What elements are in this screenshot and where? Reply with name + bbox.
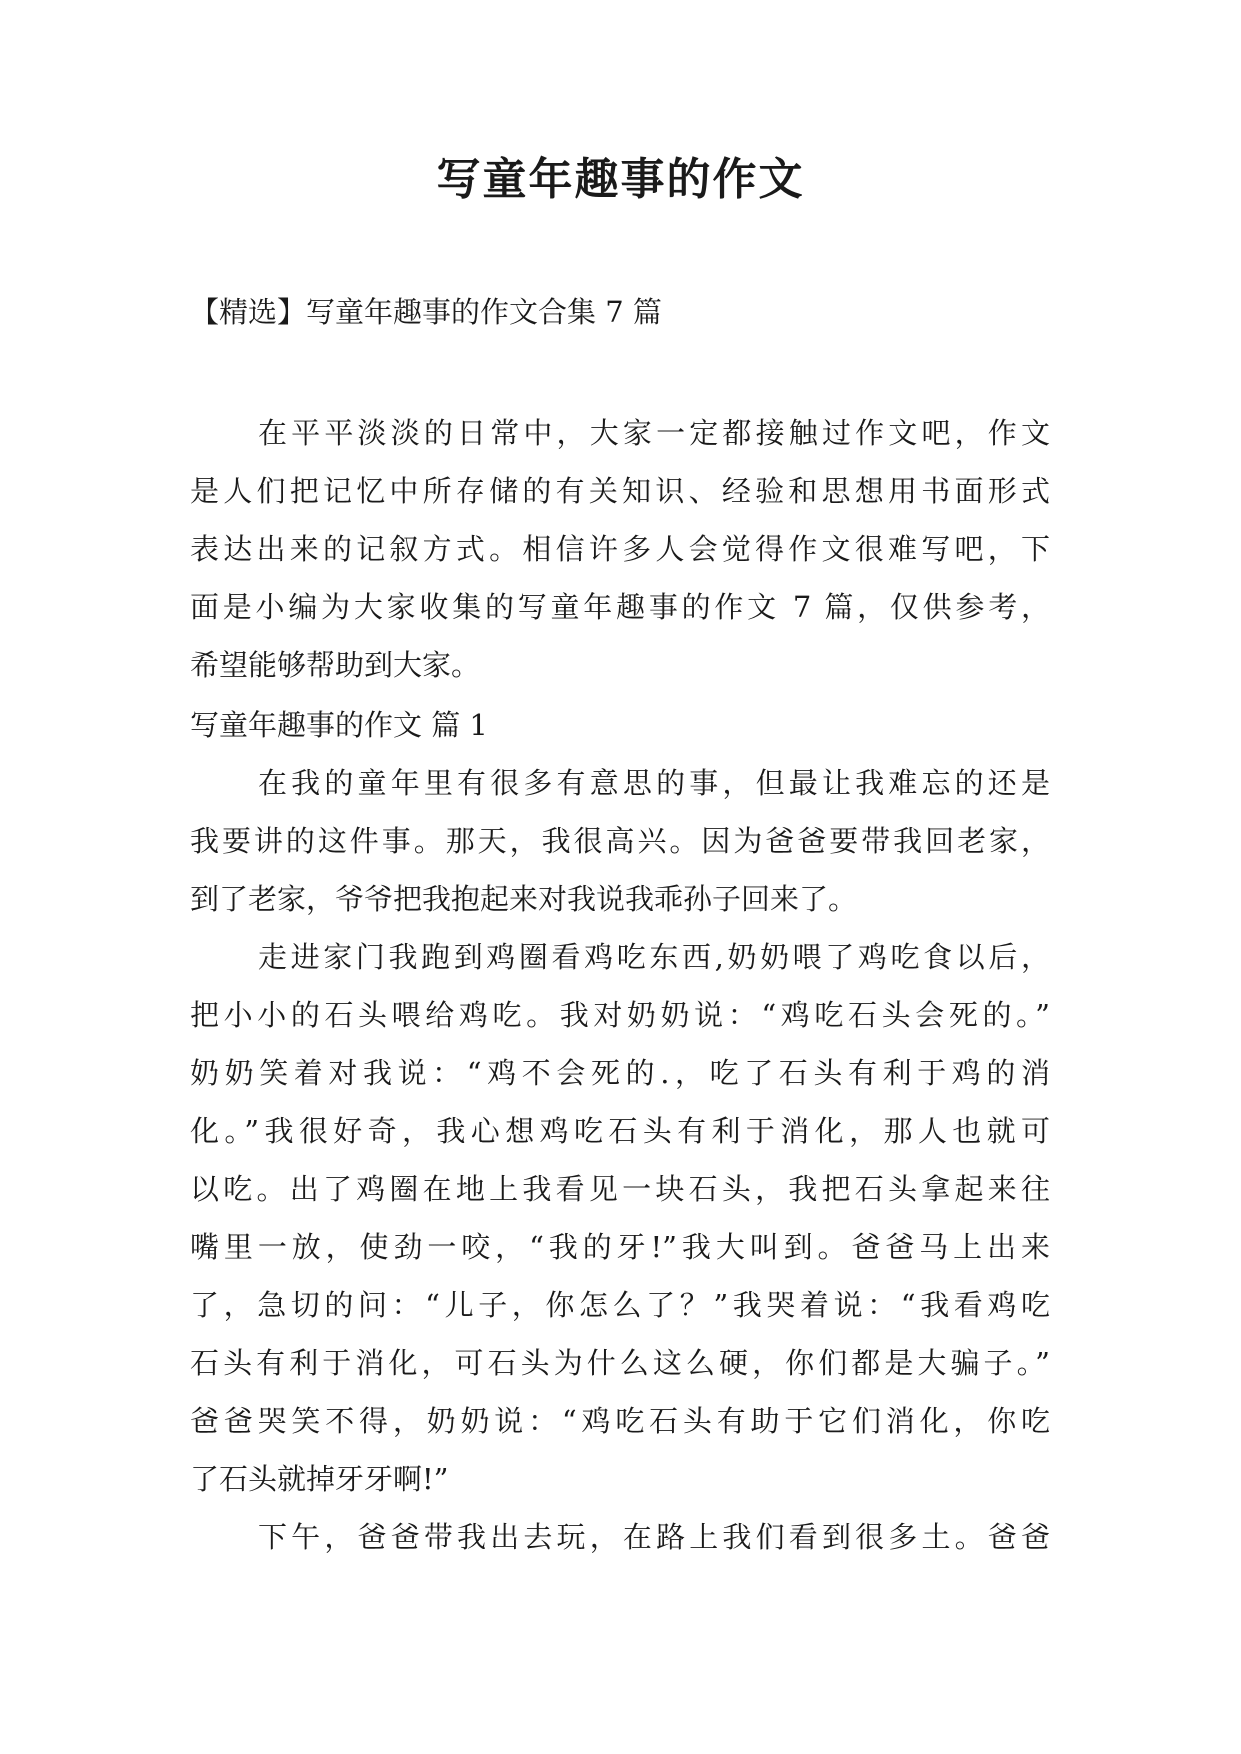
paragraph-line: 走进家门我跑到鸡圈看鸡吃东西,奶奶喂了鸡吃食以后， bbox=[258, 940, 1050, 974]
paragraph-line: 到了老家，爷爷把我抱起来对我说我乖孙子回来了。 bbox=[190, 882, 858, 916]
intro-line: 希望能够帮助到大家。 bbox=[190, 648, 481, 682]
paragraph-line: 下午，爸爸带我出去玩，在路上我们看到很多土。爸爸 bbox=[258, 1520, 1050, 1554]
paragraph-3 bbox=[190, 1508, 1050, 1566]
paragraph-line: 我要讲的这件事。那天，我很高兴。因为爸爸要带我回老家， bbox=[190, 824, 1050, 858]
document-title: 写童年趣事的作文 bbox=[436, 154, 805, 205]
intro-line: 在平平淡淡的日常中，大家一定都接触过作文吧，作文 bbox=[258, 416, 1050, 450]
paragraph-line: 把小小的石头喂给鸡吃。我对奶奶说：“鸡吃石头会死的。” bbox=[190, 998, 1050, 1032]
intro-paragraph bbox=[190, 404, 1050, 694]
intro-line: 面是小编为大家收集的写童年趣事的作文 7 篇，仅供参考， bbox=[190, 590, 1050, 624]
paragraph-1 bbox=[190, 754, 1050, 928]
paragraph-line: 爸爸哭笑不得，奶奶说：“鸡吃石头有助于它们消化，你吃 bbox=[190, 1404, 1050, 1438]
section-heading: 写童年趣事的作文 篇 1 bbox=[190, 708, 488, 742]
paragraph-line: 了，急切的问：“儿子，你怎么了？”我哭着说：“我看鸡吃 bbox=[190, 1288, 1050, 1322]
intro-line: 表达出来的记叙方式。相信许多人会觉得作文很难写吧，下 bbox=[190, 532, 1050, 566]
paragraph-line: 石头有利于消化，可石头为什么这么硬，你们都是大骗子。” bbox=[190, 1346, 1050, 1380]
paragraph-line: 化。”我很好奇，我心想鸡吃石头有利于消化，那人也就可 bbox=[190, 1114, 1050, 1148]
paragraph-line: 了石头就掉牙牙啊!” bbox=[190, 1462, 449, 1496]
document-subtitle: 【精选】写童年趣事的作文合集 7 篇 bbox=[190, 295, 662, 329]
paragraph-line: 嘴里一放，使劲一咬，“我的牙!”我大叫到。爸爸马上出来 bbox=[190, 1230, 1050, 1264]
intro-line: 是人们把记忆中所存储的有关知识、经验和思想用书面形式 bbox=[190, 474, 1050, 508]
paragraph-2 bbox=[190, 928, 1050, 1508]
paragraph-line: 奶奶笑着对我说：“鸡不会死的.，吃了石头有利于鸡的消 bbox=[190, 1056, 1050, 1090]
paragraph-line: 以吃。出了鸡圈在地上我看见一块石头，我把石头拿起来往 bbox=[190, 1172, 1050, 1206]
paragraph-line: 在我的童年里有很多有意思的事，但最让我难忘的还是 bbox=[258, 766, 1050, 800]
